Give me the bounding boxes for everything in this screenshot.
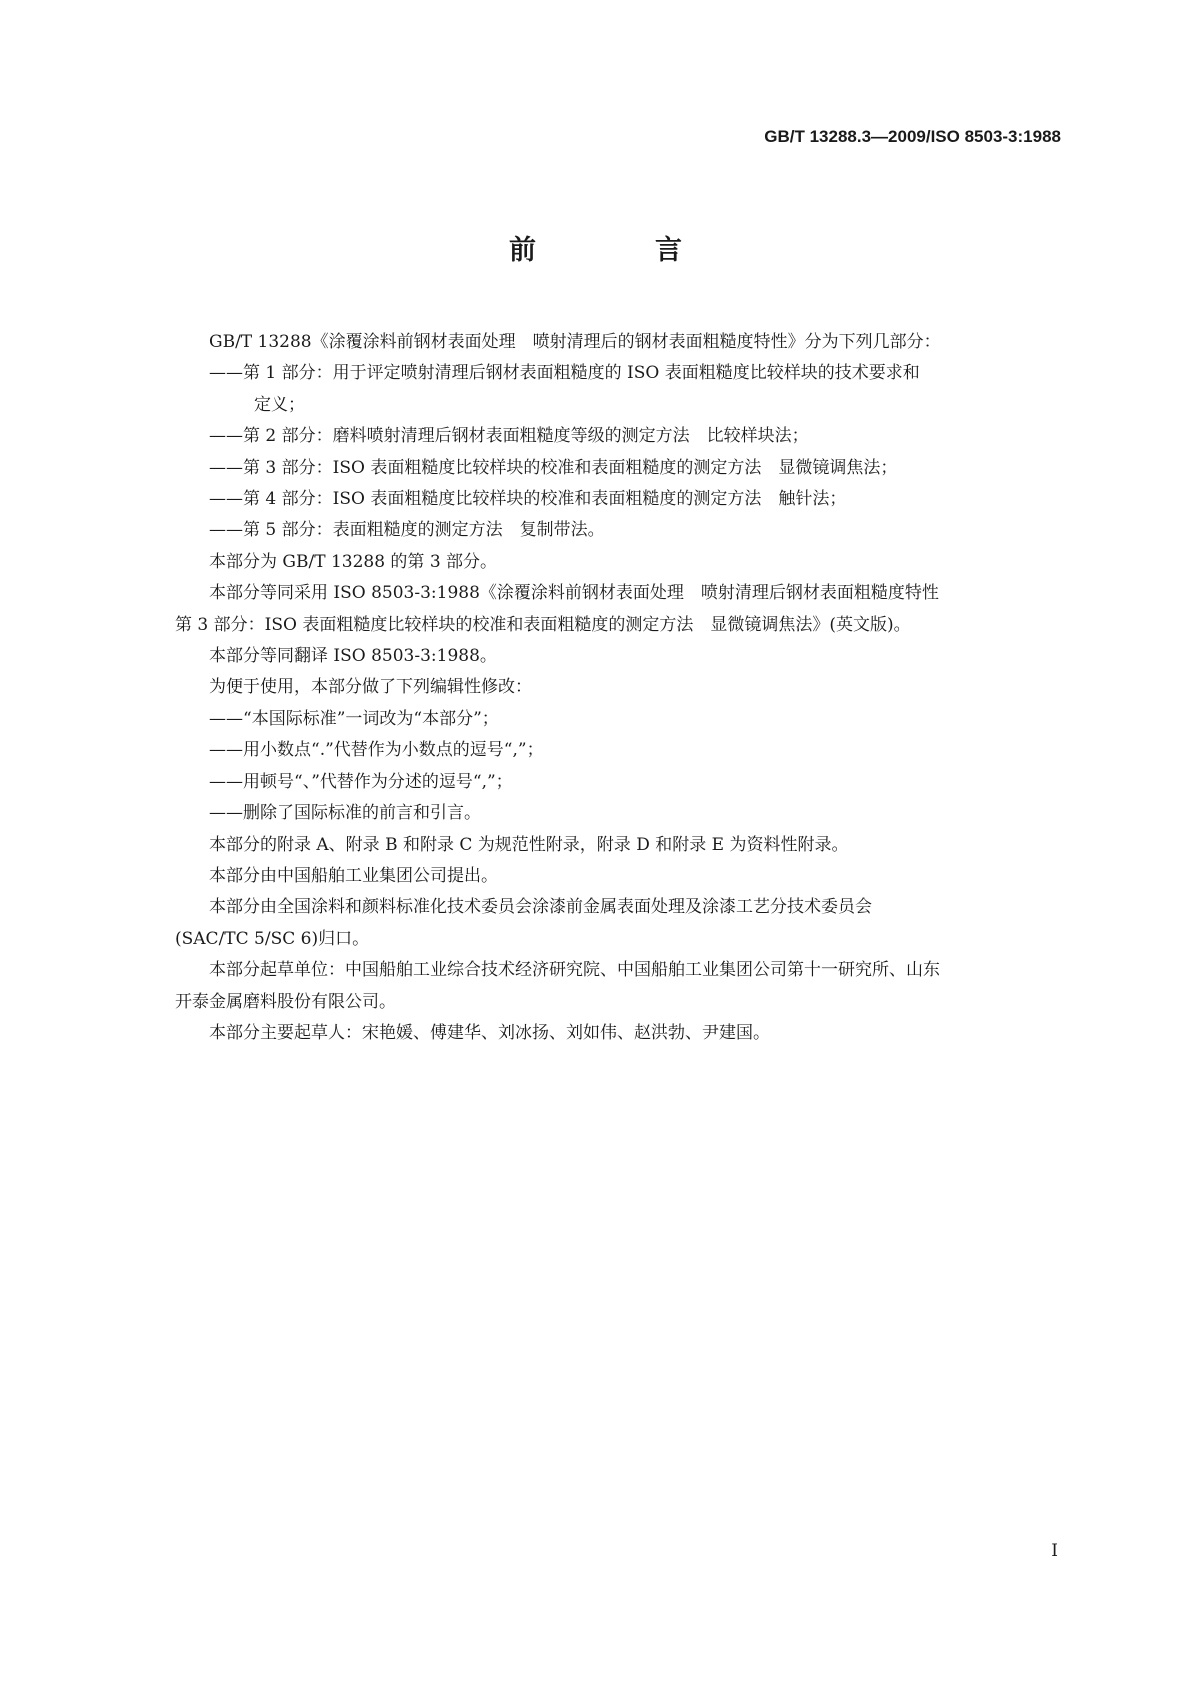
paragraph-drafters: 本部分主要起草人：宋艳媛、傅建华、刘冰扬、刘如伟、赵洪勃、尹建国。 — [209, 1022, 770, 1043]
list-item-part-4: ——第 4 部分：ISO 表面粗糙度比较样块的校准和表面粗糙度的测定方法 触针法； — [209, 489, 847, 510]
list-item-edit-1: ——“本国际标准”一词改为“本部分”； — [209, 708, 499, 729]
paragraph-adoption: 本部分等同采用 ISO 8503-3:1988《涂覆涂料前钢材表面处理 喷射清理后钢材表面粗糙度特性 — [209, 583, 939, 604]
paragraph-intro: GB/T 13288《涂覆涂料前钢材表面处理 喷射清理后的钢材表面粗糙度特性》分为下列几部分： — [209, 332, 941, 352]
list-item-part-3: ——第 3 部分：ISO 表面粗糙度比较样块的校准和表面粗糙度的测定方法 显微镜调焦法； — [209, 457, 898, 478]
list-item-edit-2: ——用小数点“.”代替作为小数点的逗号“,”； — [209, 740, 544, 761]
list-item-edit-4: ——删除了国际标准的前言和引言。 — [209, 803, 481, 824]
paragraph-annexes: 本部分的附录 A、附录 B 和附录 C 为规范性附录，附录 D 和附录 E 为资料性附录。 — [209, 834, 849, 855]
foreword-body — [175, 327, 1058, 1049]
paragraph-adoption-continued: 第 3 部分：ISO 表面粗糙度比较样块的校准和表面粗糙度的测定方法 显微镜调焦法》(英文版)。 — [175, 614, 911, 635]
list-item-part-5: ——第 5 部分：表面粗糙度的测定方法 复制带法。 — [209, 520, 605, 541]
paragraph-drafting-units: 本部分起草单位：中国船舶工业综合技术经济研究院、中国船舶工业集团公司第十一研究所、山东 — [209, 960, 940, 981]
paragraph-committee: 本部分由全国涂料和颜料标准化技术委员会涂漆前金属表面处理及涂漆工艺分技术委员会 — [209, 897, 872, 918]
paragraph-part-statement: 本部分为 GB/T 13288 的第 3 部分。 — [209, 551, 498, 572]
standard-code: GB/T 13288.3—2009/ISO 8503-3:1988 — [764, 127, 1061, 146]
list-item-edit-3: ——用顿号“、”代替作为分述的逗号“,”； — [209, 771, 513, 792]
paragraph-drafting-units-continued: 开泰金属磨料股份有限公司。 — [175, 991, 396, 1012]
list-item-part-1: ——第 1 部分：用于评定喷射清理后钢材表面粗糙度的 ISO 表面粗糙度比较样块的技术要求和 — [209, 363, 920, 384]
paragraph-proposer: 本部分由中国船舶工业集团公司提出。 — [209, 865, 498, 886]
list-item-part-2: ——第 2 部分：磨料喷射清理后钢材表面粗糙度等级的测定方法 比较样块法； — [209, 426, 809, 447]
list-item-part-1-continued: 定义； — [254, 394, 305, 415]
page-number: I — [1051, 1541, 1058, 1561]
paragraph-edits-intro: 为便于使用，本部分做了下列编辑性修改： — [209, 677, 532, 698]
paragraph-committee-continued: (SAC/TC 5/SC 6)归口。 — [175, 928, 370, 949]
paragraph-translation: 本部分等同翻译 ISO 8503-3:1988。 — [209, 646, 497, 667]
page-title: 前 言 — [509, 235, 728, 266]
